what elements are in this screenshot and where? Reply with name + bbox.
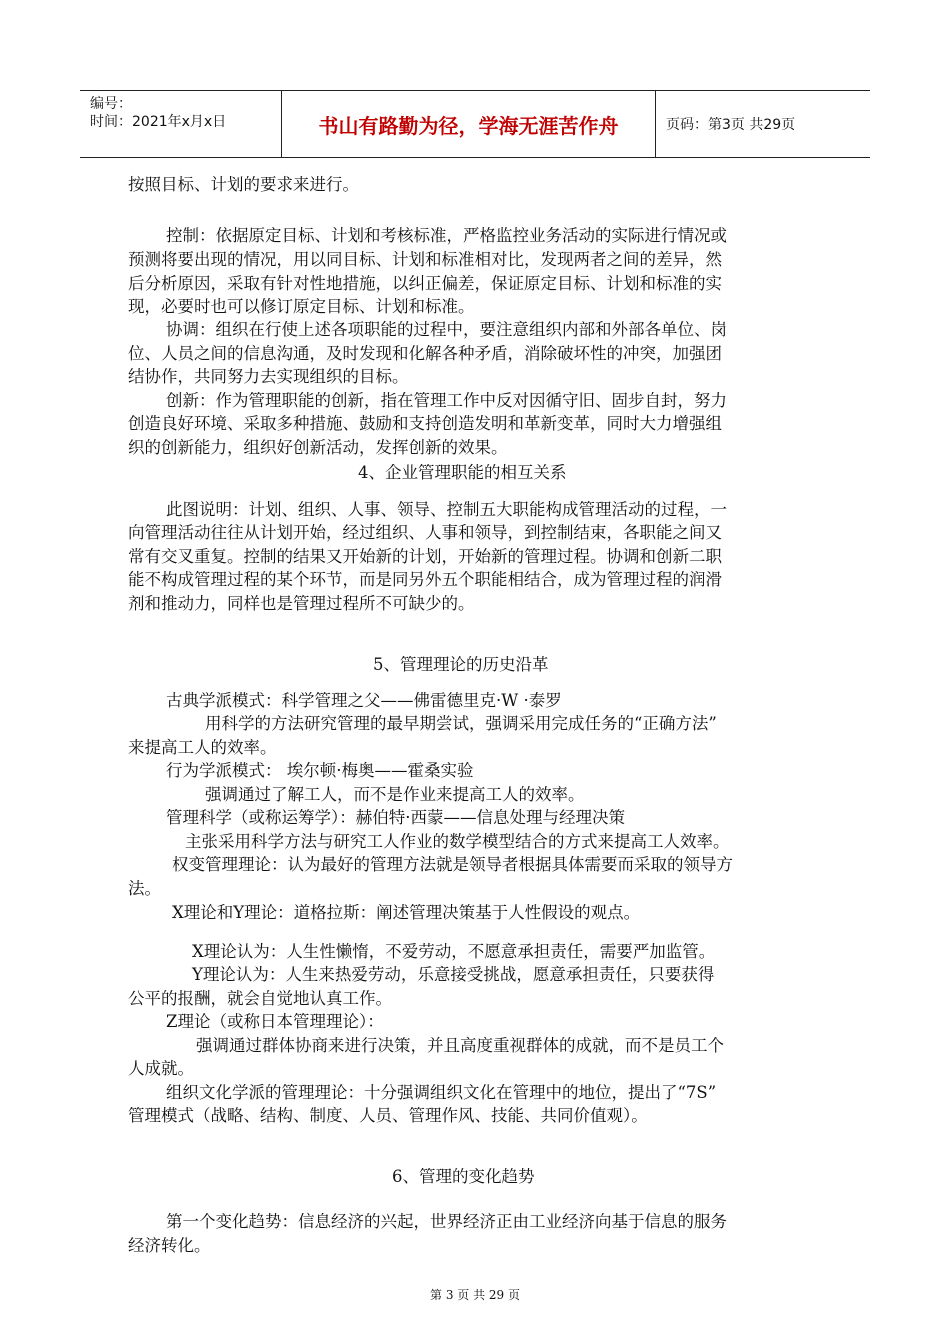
text-line: 强调通过群体协商来进行决策，并且高度重视群体的成就，而不是员工个 (196, 1036, 724, 1055)
section-heading: 4、企业管理职能的相互关系 (358, 463, 567, 482)
text-line: 按照目标、计划的要求来进行。 (128, 175, 359, 194)
text-line: 管理科学（或称运筹学）：赫伯特·西蒙——信息处理与经理决策 (166, 808, 625, 827)
date-label: 时间：2021年x月x日 (90, 114, 227, 130)
text-line: 主张采用科学方法与研究工人作业的数学模型结合的方式来提高工人效率。 (185, 832, 730, 851)
text-line: X理论和Y理论：道格拉斯：阐述管理决策基于人性假设的观点。 (172, 903, 641, 922)
text-line: Y理论认为：人生来热爱劳动，乐意接受挑战，愿意承担责任，只要获得 (192, 965, 715, 984)
text-line: 来提高工人的效率。 (128, 738, 277, 757)
text-line: 创造良好环境、采取多种措施、鼓励和支持创造发明和革新变革，同时大力增强组 (128, 414, 722, 433)
text-line: 用科学的方法研究管理的最早期尝试，强调采用完成任务的“正确方法” (205, 714, 717, 733)
text-line: 织的创新能力，组织好创新活动，发挥创新的效果。 (128, 438, 508, 457)
text-line: 能不构成管理过程的某个环节，而是同另外五个职能相结合，成为管理过程的润滑 (128, 570, 722, 589)
section-heading: 6、管理的变化趋势 (392, 1167, 535, 1186)
text-line: X理论认为：人生性懒惰，不爱劳动，不愿意承担责任，需要严加监管。 (192, 942, 716, 961)
text-line: 经济转化。 (128, 1236, 211, 1255)
page-info: 页码：第3页 共29页 (666, 117, 796, 133)
text-line: 现，必要时也可以修订原定目标、计划和标准。 (128, 297, 475, 316)
text-line: 控制：依据原定目标、计划和考核标准，严格监控业务活动的实际进行情况或 (166, 226, 727, 245)
text-line: 古典学派模式：科学管理之父——佛雷德里克·W ·泰罗 (166, 691, 562, 710)
text-line: 管理模式（战略、结构、制度、人员、管理作风、技能、共同价值观）。 (128, 1106, 648, 1125)
motto: 书山有路勤为径，学海无涯苦作舟 (281, 91, 656, 157)
text-line: 强调通过了解工人，而不是作业来提高工人的效率。 (205, 785, 585, 804)
header-left (80, 91, 280, 157)
text-line: 此图说明：计划、组织、人事、领导、控制五大职能构成管理活动的过程，一 (166, 500, 727, 519)
page-header (80, 90, 870, 158)
text-line: 结协作，共同努力去实现组织的目标。 (128, 367, 409, 386)
text-line: 行为学派模式： 埃尔顿·梅奥——霍桑实验 (166, 761, 474, 780)
text-line: 向管理活动往往从计划开始，经过组织、人事和领导，到控制结束，各职能之间又 (128, 523, 722, 542)
text-line: 组织文化学派的管理理论：十分强调组织文化在管理中的地位，提出了“7S” (166, 1083, 717, 1102)
page-footer: 第 3 页 共 29 页 (430, 1288, 520, 1302)
text-line: Z理论（或称日本管理理论）： (166, 1012, 384, 1031)
text-line: 法。 (128, 879, 161, 898)
text-line: 常有交叉重复。控制的结果又开始新的计划，开始新的管理过程。协调和创新二职 (128, 547, 722, 566)
text-line: 剂和推动力，同样也是管理过程所不可缺少的。 (128, 594, 475, 613)
number-label: 编号： (90, 96, 132, 112)
text-line: 创新：作为管理职能的创新，指在管理工作中反对因循守旧、固步自封，努力 (166, 391, 727, 410)
text-line: 后分析原因，采取有针对性地措施，以纠正偏差，保证原定目标、计划和标准的实 (128, 274, 722, 293)
text-line: 预测将要出现的情况，用以同目标、计划和标准相对比，发现两者之间的差异，然 (128, 250, 722, 269)
text-line: 第一个变化趋势：信息经济的兴起，世界经济正由工业经济向基于信息的服务 (166, 1212, 727, 1231)
text-line: 协调：组织在行使上述各项职能的过程中，要注意组织内部和外部各单位、岗 (166, 320, 727, 339)
text-line: 位、人员之间的信息沟通，及时发现和化解各种矛盾，消除破坏性的冲突，加强团 (128, 344, 722, 363)
section-heading: 5、管理理论的历史沿革 (373, 655, 549, 674)
text-line: 人成就。 (128, 1059, 194, 1078)
text-line: 权变管理理论：认为最好的管理方法就是领导者根据具体需要而采取的领导方 (172, 855, 733, 874)
text-line: 公平的报酬，就会自觉地认真工作。 (128, 989, 392, 1008)
